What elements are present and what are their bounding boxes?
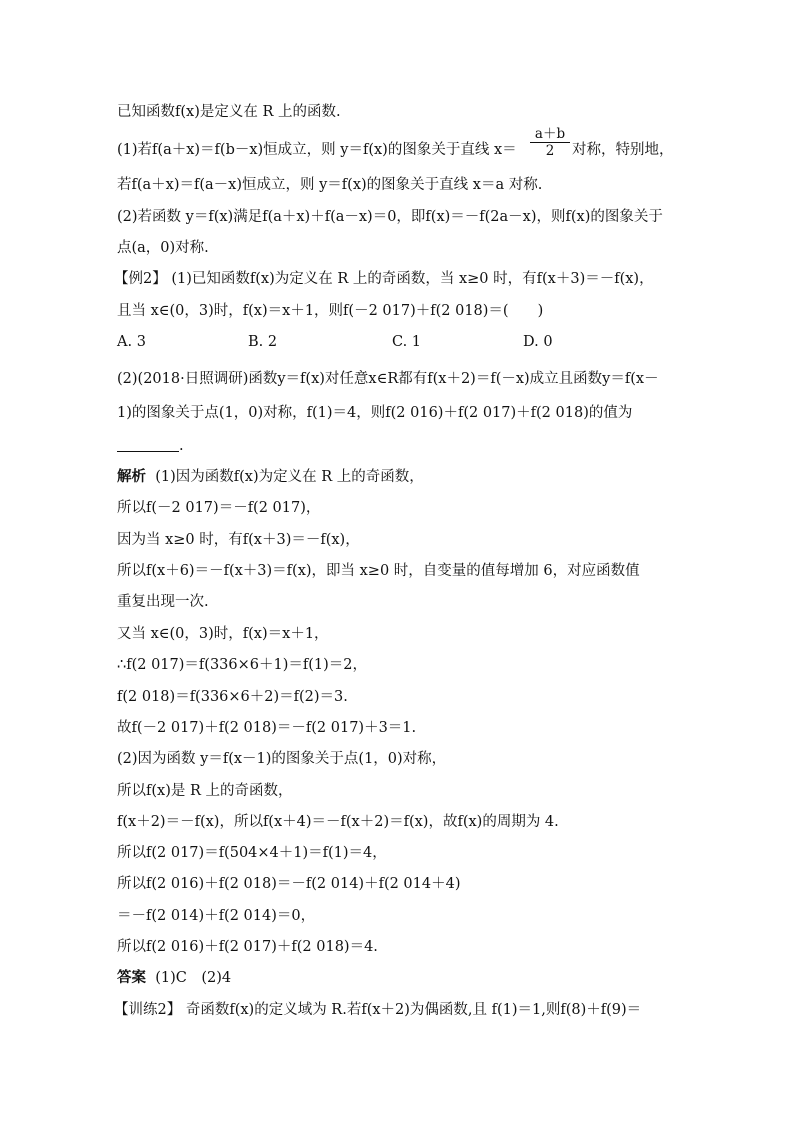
analysis-line-2: 所以f(－2 017)＝－f(2 017)，: [117, 500, 321, 516]
analysis-line-14: 所以f(2 016)＋f(2 018)＝－f(2 014)＋f(2 014＋4): [117, 876, 461, 892]
analysis-line-13: 所以f(2 017)＝f(504×4＋1)＝f(1)＝4，: [117, 845, 387, 861]
analysis-line-8: f(2 018)＝f(336×6＋2)＝f(2)＝3.: [117, 689, 348, 705]
exercise-2-line: 【训练2】 奇函数f(x)的定义域为 R.若f(x＋2)为偶函数,且 f(1)＝1,则f(8)＋f(9)＝: [114, 1002, 642, 1018]
property-1-text-tail: 对称，特别地，: [572, 142, 674, 158]
example-2-part2-cont-line: 1)的图象关于点(1，0)对称，f(1)＝4，则f(2 016)＋f(2 017)＋f(2 018)的值为: [117, 405, 633, 421]
answer-line: [117, 968, 231, 988]
choice-c: C. 1: [392, 334, 422, 350]
choice-a: A. 3: [117, 334, 146, 350]
choice-d: D. 0: [523, 334, 553, 350]
example-2-line: 【例2】 (1)已知函数f(x)为定义在 R 上的奇函数，当 x≥0 时，有f(x＋3)＝－f(x)，: [114, 271, 654, 287]
analysis-line-15: ＝－f(2 014)＋f(2 014)＝0，: [117, 908, 316, 924]
example-2-part2-line: (2)(2018·日照调研)函数y＝f(x)对任意x∈R都有f(x＋2)＝f(－x)成立且函数y＝f(x－: [117, 371, 659, 387]
property-2-cont-line: 点(a，0)对称.: [117, 240, 209, 256]
analysis-line-3: 因为当 x≥0 时，有f(x＋3)＝－f(x)，: [117, 532, 360, 548]
property-1-line: [117, 140, 517, 160]
analysis-line-12: f(x＋2)＝－f(x)，所以f(x＋4)＝－f(x＋2)＝f(x)，故f(x)的周期为 4.: [117, 814, 559, 830]
analysis-line-10: (2)因为函数 y＝f(x－1)的图象关于点(1，0)对称，: [117, 751, 447, 767]
analysis-line: [117, 467, 424, 487]
fraction-numerator: a＋b: [534, 126, 566, 142]
intro-line: 已知函数f(x)是定义在 R 上的函数.: [117, 104, 341, 120]
answer-text: (1)C (2)4: [155, 970, 232, 986]
analysis-line-11: 所以f(x)是 R 上的奇函数，: [117, 783, 293, 799]
choice-b: B. 2: [248, 334, 278, 350]
analysis-line-5: 重复出现一次.: [117, 594, 209, 610]
answer-blank: [117, 437, 179, 452]
analysis-line-9: 故f(－2 017)＋f(2 018)＝－f(2 017)＋3＝1.: [117, 720, 417, 736]
blank-period: .: [179, 438, 184, 454]
property-2-line: (2)若函数 y＝f(x)满足f(a＋x)＋f(a－x)＝0，即f(x)＝－f(2a－x)，则f(x)的图象关于: [117, 209, 663, 225]
property-1-text: (1)若f(a＋x)＝f(b－x)恒成立，则 y＝f(x)的图象关于直线 x＝: [117, 142, 517, 158]
analysis-line-4: 所以f(x＋6)＝－f(x＋3)＝f(x)，即当 x≥0 时，自变量的值每增加 6，对应函数值: [117, 563, 640, 579]
answer-blank-line: [117, 436, 184, 456]
analysis-line-16: 所以f(2 016)＋f(2 017)＋f(2 018)＝4.: [117, 939, 378, 955]
analysis-line-7: ∴f(2 017)＝f(336×6＋1)＝f(1)＝2，: [117, 657, 368, 673]
fraction-denominator: 2: [545, 143, 555, 159]
example-2-cont-line: 且当 x∈(0，3)时，f(x)＝x＋1，则f(－2 017)＋f(2 018)＝( ): [117, 303, 544, 319]
analysis-line-6: 又当 x∈(0，3)时，f(x)＝x＋1，: [117, 626, 329, 642]
analysis-text: (1)因为函数f(x)为定义在 R 上的奇函数，: [155, 469, 424, 485]
property-1-special-line: 若f(a＋x)＝f(a－x)恒成立，则 y＝f(x)的图象关于直线 x＝a 对称.: [117, 177, 543, 193]
analysis-label: 解析: [117, 468, 146, 485]
fraction-a-plus-b-over-2: [529, 126, 571, 159]
answer-label: 答案: [117, 969, 146, 986]
